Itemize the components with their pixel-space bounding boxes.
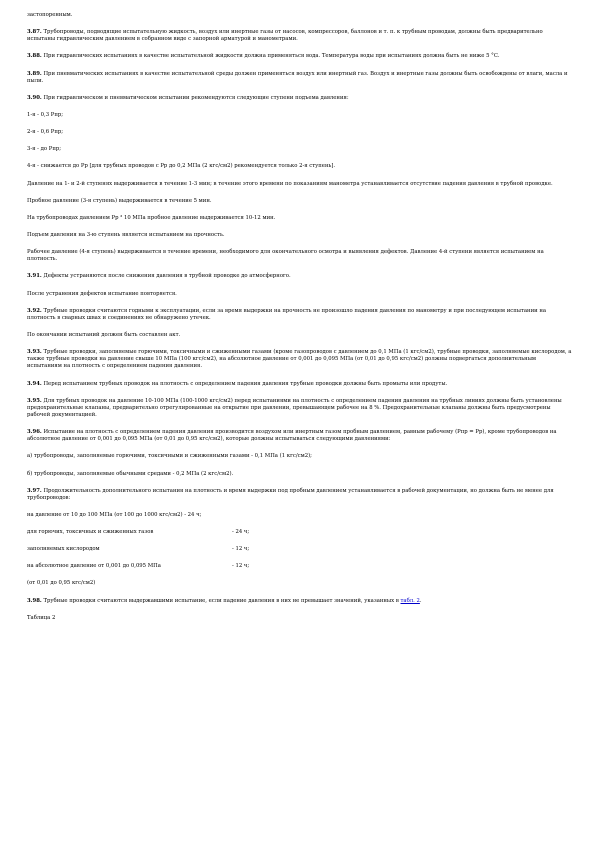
clause-text: Трубные проводки считаются выдержавшими испытание, если падение давления в них не превышает значений, указанных в bbox=[43, 597, 399, 604]
clause-number: 3.90. bbox=[27, 94, 42, 101]
paragraph-act: По окончании испытаний должен быть составлен акт. bbox=[27, 331, 181, 338]
pressure-step-1: 1-я - 0,3 Рпр; bbox=[27, 111, 64, 118]
duration-label: для горючих, токсичных и сжиженных газов bbox=[27, 529, 154, 536]
intro-tail: застопоренным. bbox=[27, 12, 73, 18]
clause-number: 3.89. bbox=[27, 70, 42, 77]
clause-number: 3.97. bbox=[27, 487, 42, 494]
clause-number: 3.91. bbox=[27, 273, 42, 280]
clause-text: Трубные проводки считаются годными к эксплуатации, если за время выдержки на прочность не произошло падения давления по манометру и при последующем испытании на плотность в сварных швах и соединениях не обнаружено утечек. bbox=[27, 307, 547, 321]
paragraph-3-95 bbox=[27, 398, 572, 419]
pressure-step-3: 3-я - до Рпр; bbox=[27, 146, 62, 153]
clause-text: При гидравлическом и пневматическом испытании рекомендуются следующие ступени подъема давления: bbox=[43, 94, 349, 101]
table-caption: Таблица 2 bbox=[27, 614, 56, 621]
clause-text: Трубные проводки, заполняемые горючими, токсичными и сжиженными газами (кроме газопроводов с давлением до 0,1 МПа (1 кгс/см2), трубные проводки, заполняемые кислородом, а также трубные проводки на давление свыше 10 МПа (100 кгс/см2), на абсолютное давление от 0,001 до 0,095 МПа (от 0,01 до 0,95 кгс/см2) должны подвергаться дополнительным испытаниям на плотность с определением падения давления. bbox=[27, 349, 572, 370]
duration-main: на давление от 10 до 100 МПа (от 100 до 1000 кгс/см2) - 24 ч; bbox=[27, 511, 202, 518]
duration-tail: (от 0,01 до 0,95 кгс/см2) bbox=[27, 580, 96, 587]
paragraph-after-repair: После устранения дефектов испытание повторяется. bbox=[27, 290, 177, 297]
paragraph-3-94 bbox=[27, 381, 572, 388]
paragraph-3-92 bbox=[27, 308, 572, 322]
clause-number: 3.94. bbox=[27, 380, 42, 387]
clause-number: 3.88. bbox=[27, 53, 42, 60]
paragraph-3-91 bbox=[27, 273, 572, 280]
duration-row bbox=[27, 563, 572, 570]
duration-label: на абсолютное давление от 0,001 до 0,095 МПа bbox=[27, 563, 161, 570]
paragraph-step-4: Рабочее давление (4-я ступень) выдерживается в течение времени, необходимого для окончательного осмотра и выявления дефектов. Давление 4-й ступени является испытанием на плотность. bbox=[27, 249, 544, 263]
pressure-step-2: 2-я - 0,6 Рпр; bbox=[27, 129, 64, 136]
clause-text: Перед испытанием трубных проводок на плотность с определением падения давления трубные проводки должны быть промыты или продуты. bbox=[43, 380, 448, 387]
clause-number: 3.93. bbox=[27, 349, 42, 356]
clause-text: Испытание на плотность с определением падения давления производится воздухом или инертным газом пробным давлением, равным рабочему (Рпр = Рр), кроме трубопроводов на абсолютное давление от 0,001 до 0,095 МПа (от 0,01 до 0,95 кгс/см2), которые должны испытываться следующими давлениями: bbox=[27, 429, 557, 443]
clause-text: При гидравлических испытаниях в качестве испытательной жидкости должна применяться вода. Температура воды при испытаниях должна быть не ниже 5 °С. bbox=[43, 53, 500, 60]
paragraph-3-96 bbox=[27, 429, 572, 443]
paragraph-3-87 bbox=[27, 29, 572, 43]
duration-value: - 12 ч; bbox=[232, 546, 250, 553]
clause-text: Продолжительность дополнительного испытания на плотность и время выдержки под пробным давлением устанавливается в рабочей документации, но должна быть не менее для трубопроводов: bbox=[27, 487, 554, 501]
clause-number: 3.95. bbox=[27, 397, 42, 404]
pressure-step-4: 4-я - снижается до Рр [для трубных проводов с Рр до 0,2 МПа (2 кгс/см2) рекомендуется только 2-я ступень]. bbox=[27, 163, 336, 170]
clause-number: 3.96. bbox=[27, 429, 42, 436]
duration-row bbox=[27, 546, 572, 553]
paragraph-3-93 bbox=[27, 349, 572, 370]
paragraph-3-89 bbox=[27, 71, 572, 85]
clause-text: Для трубных проводок на давление 10-100 МПа (100-1000 кгс/см2) перед испытаниями на плотность с определением падения давления на трубных линиях должны быть установлены предохранительные клапаны, предварительно отрегулированные на открытие при давлении, превышающем рабочее на 8 %. Предохранительные клапаны должны быть предусмотрены рабочей документацией. bbox=[27, 397, 562, 418]
paragraph-3-97 bbox=[27, 488, 572, 502]
clause-text: Трубопроводы, подводящие испытательную жидкость, воздух или инертные газы от насосов, компрессоров, баллонов и т. п. к трубным проводам, должны быть предварительно испытаны гидравлическим давлением в собранном виде с запорной арматурой и манометрами. bbox=[27, 29, 543, 43]
list-item-b: б) трубопроводы, заполняемые обычными средами - 0,2 МПа (2 кгс/см2). bbox=[27, 470, 234, 477]
clause-number: 3.98. bbox=[27, 597, 42, 604]
table-2-link[interactable]: табл. 2 bbox=[400, 597, 420, 604]
list-item-a: а) трубопроводы, заполняемые горючими, токсичными и сжиженными газами - 0,1 МПа (1 кгс/см2); bbox=[27, 453, 312, 460]
clause-end: . bbox=[419, 597, 422, 604]
duration-value: - 12 ч; bbox=[232, 563, 250, 570]
paragraph-3-88 bbox=[27, 53, 572, 60]
clause-text: При пневматических испытаниях в качестве испытательной среды должен применяться воздух или инертный газ. Воздух и инертные газы должны быть освобождены от влаги, масла и пыли. bbox=[27, 70, 568, 84]
paragraph-step-3-strength: Подъем давления на 3-ю ступень является испытанием на прочность. bbox=[27, 231, 225, 238]
clause-number: 3.87. bbox=[27, 29, 42, 36]
clause-number: 3.92. bbox=[27, 307, 42, 314]
duration-label: заполняемых кислородом bbox=[27, 546, 100, 553]
duration-value: - 24 ч; bbox=[232, 529, 250, 536]
document-page bbox=[27, 12, 572, 632]
paragraph-3-98 bbox=[27, 598, 572, 605]
duration-row bbox=[27, 529, 572, 536]
clause-text: Дефекты устраняются после снижения давления в трубной проводке до атмосферного. bbox=[43, 273, 291, 280]
paragraph-hold-steps-1-2: Давление на 1- и 2-й ступенях выдерживается в течение 1-3 мин; в течение этого времени по показаниям манометра устанавливается отсутствие падения давления в трубной проводке. bbox=[27, 180, 553, 187]
paragraph-hold-step-3: Пробное давление (3-я ступень) выдерживается в течение 5 мин. bbox=[27, 197, 212, 204]
paragraph-3-90 bbox=[27, 95, 572, 102]
paragraph-hold-10mpa: На трубопроводах давлением Рр ³ 10 МПа пробное давление выдерживается 10-12 мин. bbox=[27, 214, 276, 221]
